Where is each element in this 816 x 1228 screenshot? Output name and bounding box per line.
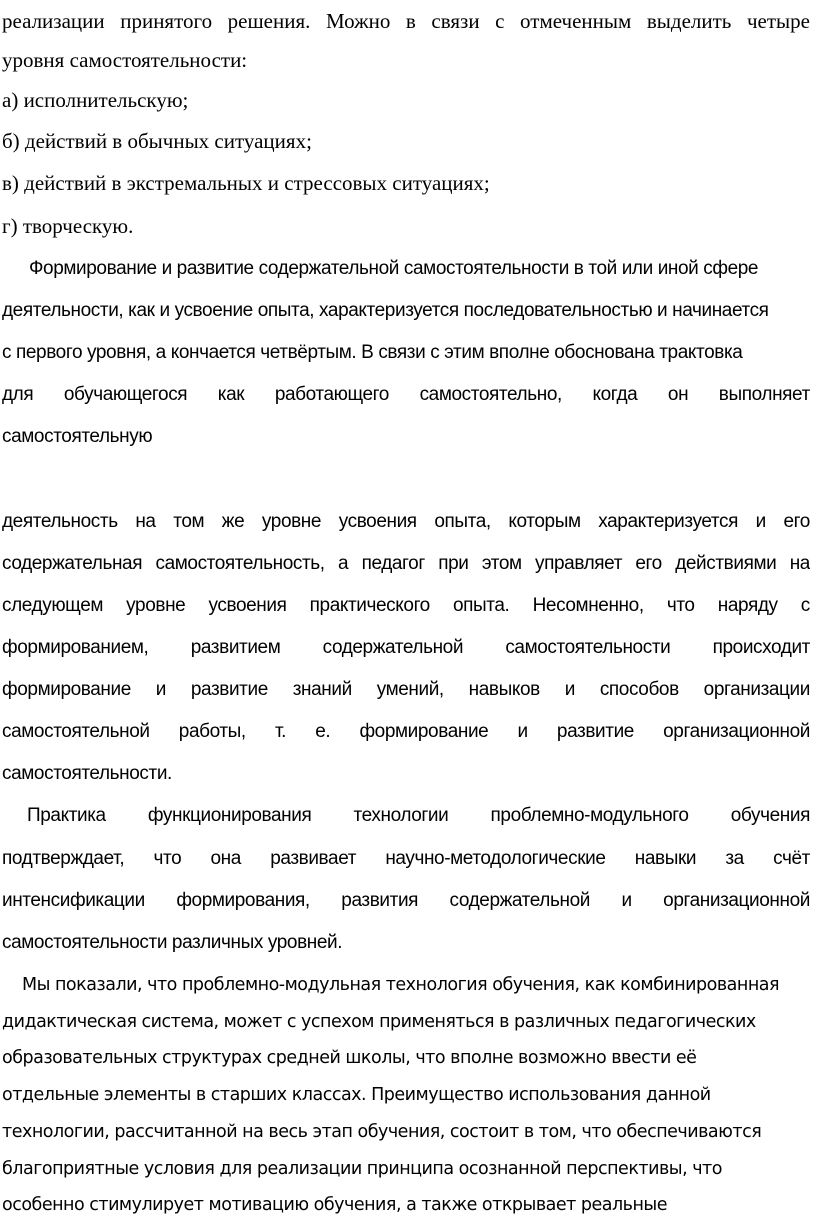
word: интенсификации (2, 890, 145, 911)
word: действиями (675, 553, 777, 574)
word: реализации (2, 9, 105, 33)
word: функционирования (147, 805, 312, 826)
word: Практика (27, 805, 106, 826)
word: Можно (325, 9, 391, 33)
word: и (621, 890, 632, 911)
word: развития (341, 890, 419, 911)
word: связи (431, 9, 480, 33)
word: характеризуется (598, 511, 738, 532)
paragraph-4-line-1 (2, 804, 810, 828)
paragraph-5-line-3: образовательных структурах средней школы, что вполне возможно ввести её (2, 1048, 697, 1068)
word: уровне (126, 595, 186, 616)
word: самостоятельность, (155, 553, 325, 574)
word: развивает (270, 848, 357, 869)
paragraph-5-line-6: благоприятные условия для реализации принципа осознанной перспективы, что (2, 1159, 722, 1179)
word: деятельность (2, 511, 118, 532)
word: что (666, 595, 695, 616)
word: формирования, (176, 890, 310, 911)
paragraph-3-line-6 (2, 720, 810, 744)
word: принятого (120, 9, 213, 33)
list-item-b: б) действий в обычных ситуациях; (2, 129, 312, 153)
word: следующем (2, 595, 104, 616)
word: навыки (634, 848, 697, 869)
word: навыков (468, 679, 540, 700)
paragraph-5-line-1: Мы показали, что проблемно-модульная технология обучения, как комбинированная (22, 975, 780, 995)
word: знаний (292, 679, 352, 700)
paragraph-3-line-7: самостоятельности. (2, 763, 172, 784)
word: подтверждает, (2, 848, 125, 869)
word: при (438, 553, 469, 574)
word: отмеченным (520, 9, 632, 33)
word: с (800, 595, 810, 616)
paragraph-5-line-2: дидактическая система, может с успехом применяться в различных педагогических (2, 1012, 756, 1032)
word: этом (481, 553, 522, 574)
word: работы, (178, 721, 246, 742)
paragraph-5-line-7: особенно стимулирует мотивацию обучения, а также открывает реальные (2, 1195, 668, 1215)
word: он (667, 384, 689, 405)
paragraph-1-line-2: уровня самостоятельности: (2, 48, 248, 72)
word: педагог (361, 553, 425, 574)
word: что (153, 848, 182, 869)
word: опыта. (452, 595, 510, 616)
word: когда (592, 384, 638, 405)
word: с (495, 9, 505, 33)
paragraph-3-line-2 (2, 552, 810, 576)
paragraph-1-line-1 (2, 9, 810, 33)
paragraph-5-line-4: отдельные элементы в старших классах. Преимущество использования данной (2, 1085, 711, 1105)
word: развитие (556, 721, 634, 742)
word: четыре (746, 9, 810, 33)
word: развитие (190, 679, 268, 700)
word: его (635, 553, 662, 574)
word: формированием, (2, 637, 149, 658)
word: на (135, 511, 156, 532)
word: наряду (717, 595, 778, 616)
word: организации (703, 679, 810, 700)
word: умений, (376, 679, 444, 700)
paragraph-2-line-3: с первого уровня, а кончается четвёртым. В связи с этим вполне обоснована трактовка (2, 342, 743, 363)
paragraph-5-line-5: технологии, рассчитанной на весь этап обучения, состоит в том, что обеспечиваются (2, 1122, 762, 1142)
paragraph-2-line-1: Формирование и развитие содержательной самостоятельности в той или иной сфере (29, 258, 759, 279)
paragraph-2-line-5: самостоятельную (2, 426, 153, 447)
word: научно-методологические (385, 848, 606, 869)
word: усвоения (338, 511, 417, 532)
paragraph-2-line-2: деятельности, как и усвоение опыта, характеризуется последовательностью и начинается (2, 300, 769, 321)
word: содержательной (322, 637, 464, 658)
word: развитием (190, 637, 281, 658)
word: е. (315, 721, 331, 742)
word: самостоятельно, (419, 384, 562, 405)
word: самостоятельной (2, 721, 150, 742)
word: том (173, 511, 205, 532)
paragraph-4-line-4: самостоятельности различных уровней. (2, 932, 343, 953)
word: проблемно-модульного (490, 805, 689, 826)
word: организационной (663, 721, 810, 742)
word: формирование (359, 721, 489, 742)
word: за (725, 848, 744, 869)
word: Несомненно, (532, 595, 644, 616)
word: которым (508, 511, 581, 532)
paragraph-3-line-3 (2, 594, 810, 618)
paragraph-3-line-5 (2, 678, 810, 702)
word: и (564, 679, 575, 700)
word: т. (274, 721, 287, 742)
word: способов (599, 679, 679, 700)
word: и (755, 511, 766, 532)
paragraph-3-line-4 (2, 636, 810, 660)
word: управляет (535, 553, 623, 574)
word: технологии (353, 805, 449, 826)
word: же (221, 511, 245, 532)
word: для (2, 384, 34, 405)
word: самостоятельности (505, 637, 671, 658)
word: формирование (2, 679, 131, 700)
paragraph-2-line-4 (2, 383, 810, 407)
word: счёт (773, 848, 810, 869)
word: обучающегося (63, 384, 188, 405)
word: на (789, 553, 810, 574)
paragraph-4-line-3 (2, 889, 810, 913)
word: как (217, 384, 245, 405)
word: обучения (730, 805, 810, 826)
word: и (155, 679, 166, 700)
list-item-c: в) действий в экстремальных и стрессовых ситуациях; (2, 171, 490, 195)
word: выполняет (718, 384, 810, 405)
word: выделить (646, 9, 732, 33)
word: усвоения (208, 595, 287, 616)
word: практического (309, 595, 430, 616)
word: происходит (712, 637, 810, 658)
word: в (405, 9, 416, 33)
word: содержательная (2, 553, 143, 574)
word: она (210, 848, 241, 869)
word: содержательной (449, 890, 590, 911)
word: работающего (274, 384, 389, 405)
word: опыта, (434, 511, 491, 532)
paragraph-3-line-1 (2, 510, 810, 534)
word: уровне (261, 511, 322, 532)
paragraph-4-line-2 (2, 847, 810, 871)
word: и (517, 721, 528, 742)
list-item-d: г) творческую. (2, 214, 134, 238)
word: его (783, 511, 810, 532)
list-item-a: а) исполнительскую; (2, 88, 189, 112)
word: а (338, 553, 349, 574)
word: организационной (663, 890, 810, 911)
word: решения. (227, 9, 311, 33)
